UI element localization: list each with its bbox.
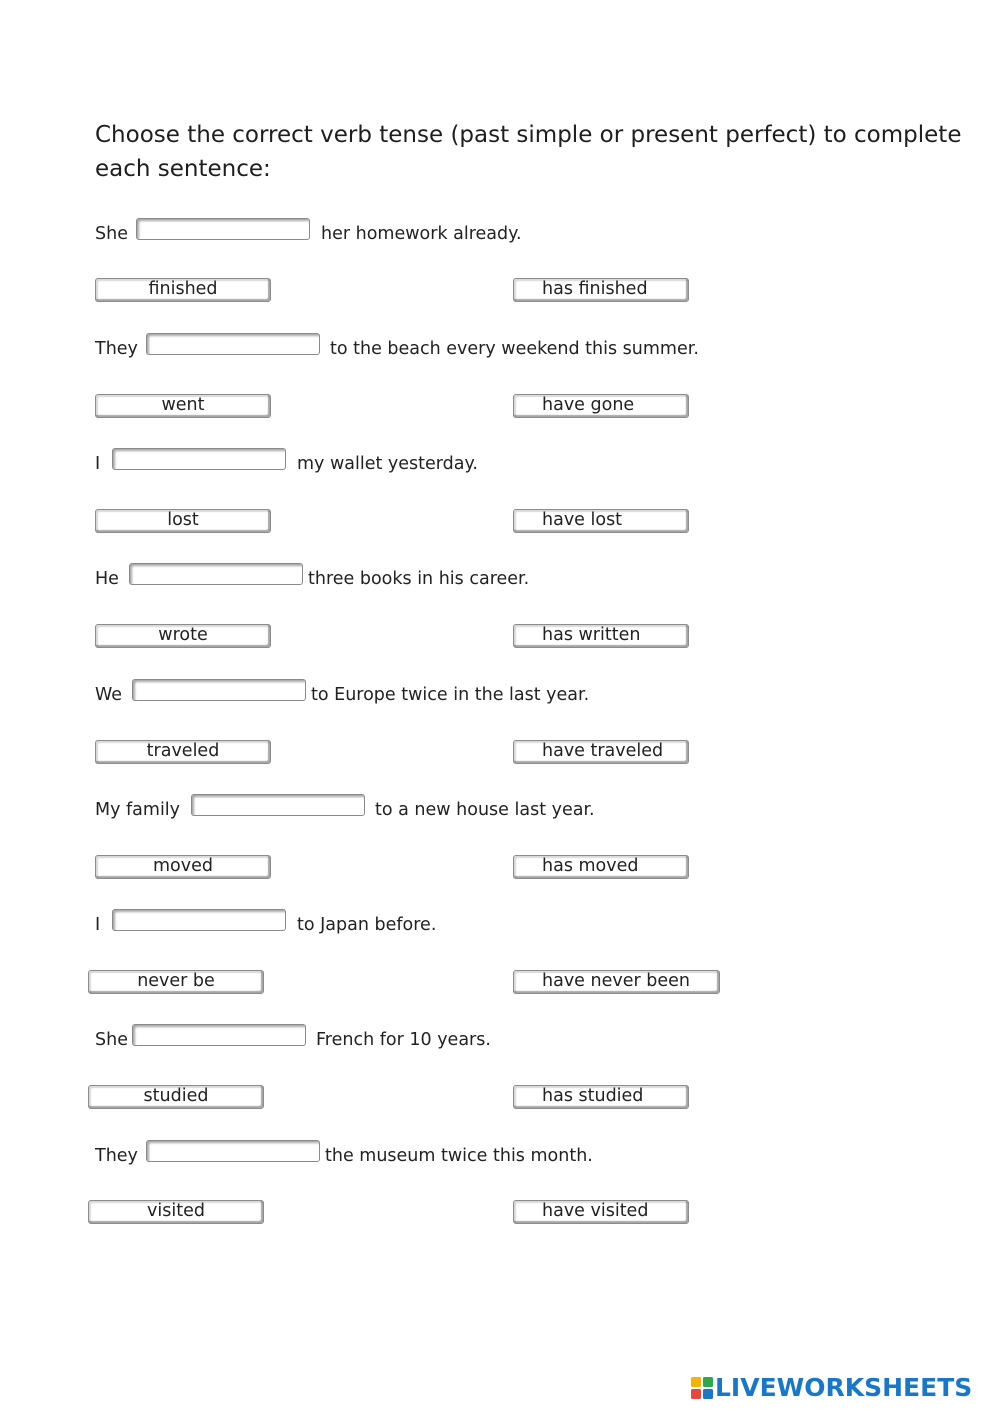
sentence-1-before: She [95, 224, 128, 244]
answer-blank-1[interactable] [136, 218, 310, 240]
sentence-3-after: my wallet yesterday. [297, 454, 478, 474]
option-1-a[interactable]: finished [95, 278, 271, 302]
option-9-b[interactable]: have visited [513, 1200, 689, 1224]
option-7-a[interactable]: never be [88, 970, 264, 994]
sentence-2-before: They [95, 339, 138, 359]
option-7-b[interactable]: have never been [513, 970, 720, 994]
option-8-a[interactable]: studied [88, 1085, 264, 1109]
option-8-b[interactable]: has studied [513, 1085, 689, 1109]
sentence-9-after: the museum twice this month. [325, 1146, 593, 1166]
sentence-4-before: He [95, 569, 119, 589]
option-1-b[interactable]: has finished [513, 278, 689, 302]
liveworksheets-logo-text: LIVEWORKSHEETS [715, 1373, 973, 1402]
option-4-b[interactable]: has written [513, 624, 689, 648]
sentence-6-before: My family [95, 800, 181, 820]
answer-blank-9[interactable] [146, 1140, 320, 1162]
option-3-a[interactable]: lost [95, 509, 271, 533]
sentence-5-after: to Europe twice in the last year. [311, 685, 590, 705]
sentence-5-before: We [95, 685, 123, 705]
option-2-a[interactable]: went [95, 394, 271, 418]
option-4-a[interactable]: wrote [95, 624, 271, 648]
sentence-4-after: three books in his career. [308, 569, 530, 589]
answer-blank-3[interactable] [112, 448, 286, 470]
option-6-a[interactable]: moved [95, 855, 271, 879]
sentence-2-after: to the beach every weekend this summer. [330, 339, 699, 359]
liveworksheets-logo-icon [691, 1377, 713, 1399]
sentence-7-after: to Japan before. [297, 915, 437, 935]
answer-blank-7[interactable] [112, 909, 286, 931]
option-3-b[interactable]: have lost [513, 509, 689, 533]
sentence-8-before: She [95, 1030, 128, 1050]
sentence-9-before: They [95, 1146, 138, 1166]
option-5-a[interactable]: traveled [95, 740, 271, 764]
option-9-a[interactable]: visited [88, 1200, 264, 1224]
option-5-b[interactable]: have traveled [513, 740, 689, 764]
sentence-3-before: I [95, 454, 101, 474]
answer-blank-2[interactable] [146, 333, 320, 355]
instructions-line-1: Choose the correct verb tense (past simple or present perfect) to complete [95, 122, 962, 148]
sentence-8-after: French for 10 years. [316, 1030, 491, 1050]
instructions [95, 118, 975, 186]
sentence-6-after: to a new house last year. [375, 800, 595, 820]
answer-blank-4[interactable] [129, 563, 303, 585]
option-2-b[interactable]: have gone [513, 394, 689, 418]
sentence-1-after: her homework already. [321, 224, 522, 244]
liveworksheets-logo [691, 1374, 991, 1402]
answer-blank-5[interactable] [132, 679, 306, 701]
answer-blank-6[interactable] [191, 794, 365, 816]
instructions-line-2: each sentence: [95, 156, 271, 182]
option-6-b[interactable]: has moved [513, 855, 689, 879]
sentence-7-before: I [95, 915, 101, 935]
answer-blank-8[interactable] [132, 1024, 306, 1046]
